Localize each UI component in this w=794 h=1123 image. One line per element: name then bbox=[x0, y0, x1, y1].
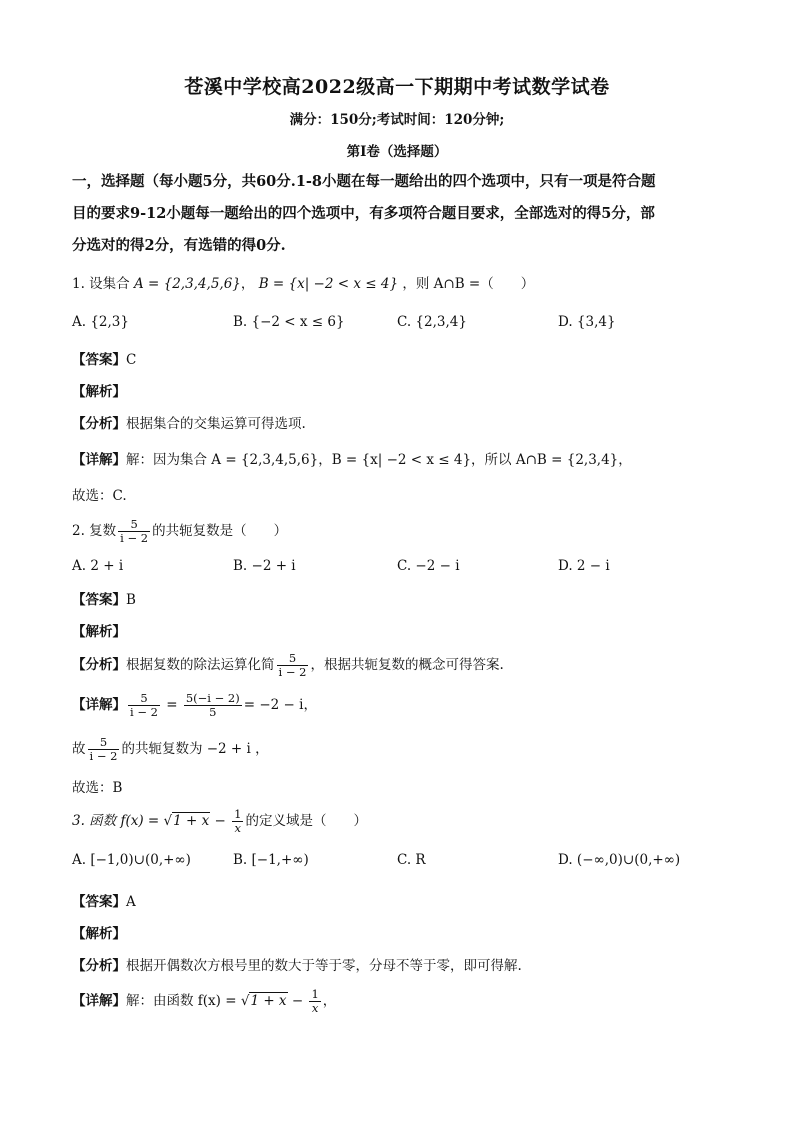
q3-fenxi: 【分析】根据开偶数次方根号里的数大于等于零，分母不等于零，即可得解. bbox=[72, 958, 522, 974]
q1-analysis-tag: 【解析】 bbox=[72, 384, 126, 400]
q3-detail: 【详解】解：由函数 f(x) = √1 + x − $\frac{1}{x}$ ， bbox=[72, 987, 337, 1015]
q2-analysis-tag: 【解析】 bbox=[72, 624, 126, 640]
q2-fraction: $\frac{5}{i - 2}$ bbox=[120, 517, 149, 545]
q3-answer: 【答案】A bbox=[72, 894, 136, 910]
q3-analysis-tag: 【解析】 bbox=[72, 926, 126, 942]
q1-option-d: D. {3,4} bbox=[558, 314, 616, 330]
q2-gu: 故 $\frac{5}{i - 2}$ 的共轭复数为 −2 + i ， bbox=[72, 735, 269, 763]
q1-stem: 1. 设集合 A = {2,3,4,5,6}， B = {x| −2 < x ≤ 4} ，则 A∩B =（ ） bbox=[72, 276, 535, 292]
q2-option-a: A. 2 + i bbox=[72, 558, 124, 574]
q3-option-b: B. [−1,+∞) bbox=[233, 852, 309, 868]
q1-set-b: B = {x| −2 < x ≤ 4} bbox=[258, 276, 399, 292]
exam-title: 苍溪中学校高2022级高一下期期中考试数学试卷 bbox=[184, 76, 610, 98]
section-instructions-line1: 一，选择题（每小题5分，共60分.1-8小题在每一题给出的四个选项中，只有一项是符合题 bbox=[72, 173, 656, 190]
q1-set-a: A = {2,3,4,5,6} bbox=[133, 276, 241, 292]
q2-answer: 【答案】B bbox=[72, 592, 136, 608]
volume-heading: 第I卷（选择题） bbox=[346, 144, 448, 160]
section-instructions-line2: 目的要求9-12小题每一题给出的四个选项中，有多项符合题目要求，全部选对的得5分，部 bbox=[72, 205, 655, 222]
q3-option-d: D. (−∞,0)∪(0,+∞) bbox=[558, 852, 681, 868]
q1-answer: 【答案】C bbox=[72, 352, 137, 368]
q2-option-c: C. −2 − i bbox=[397, 558, 460, 574]
q1-option-c: C. {2,3,4} bbox=[397, 314, 467, 330]
q3-option-a: A. [−1,0)∪(0,+∞) bbox=[72, 852, 191, 868]
q1-conclusion: 故选：C. bbox=[72, 488, 127, 504]
q1-option-a: A. {2,3} bbox=[72, 314, 129, 330]
q2-conclusion: 故选：B bbox=[72, 780, 123, 796]
q1-detail: 【详解】解：因为集合 A = {2,3,4,5,6}，B = {x| −2 < x ≤ 4}，所以 A∩B = {2,3,4}， bbox=[72, 452, 632, 468]
q2-fenxi: 【分析】根据复数的除法运算化简 $\frac{5}{i - 2}$ ，根据共轭复数的概念可得答案. bbox=[72, 651, 504, 679]
section-instructions-line3: 分选对的得2分，有选错的得0分. bbox=[72, 237, 286, 254]
q2-option-d: D. 2 − i bbox=[558, 558, 610, 574]
q1-option-b: B. {−2 < x ≤ 6} bbox=[233, 314, 345, 330]
q2-detail: 【详解】 $\frac{5}{i - 2}$ = $\frac{5(-i - 2)}{5}$ = −2 − i， bbox=[72, 691, 317, 719]
q2-option-b: B. −2 + i bbox=[233, 558, 296, 574]
q3-option-c: C. R bbox=[397, 852, 426, 868]
exam-meta: 满分：150分;考试时间：120分钟; bbox=[289, 112, 505, 128]
q1-fenxi: 【分析】根据集合的交集运算可得选项. bbox=[72, 416, 306, 432]
q3-stem: 3. 函数 f(x) = √1 + x − $\frac{1}{x}$ 的定义域是（ ） bbox=[72, 807, 367, 835]
q2-stem: 2. 复数 $\frac{5}{i - 2}$ 的共轭复数是（ ） bbox=[72, 517, 288, 545]
